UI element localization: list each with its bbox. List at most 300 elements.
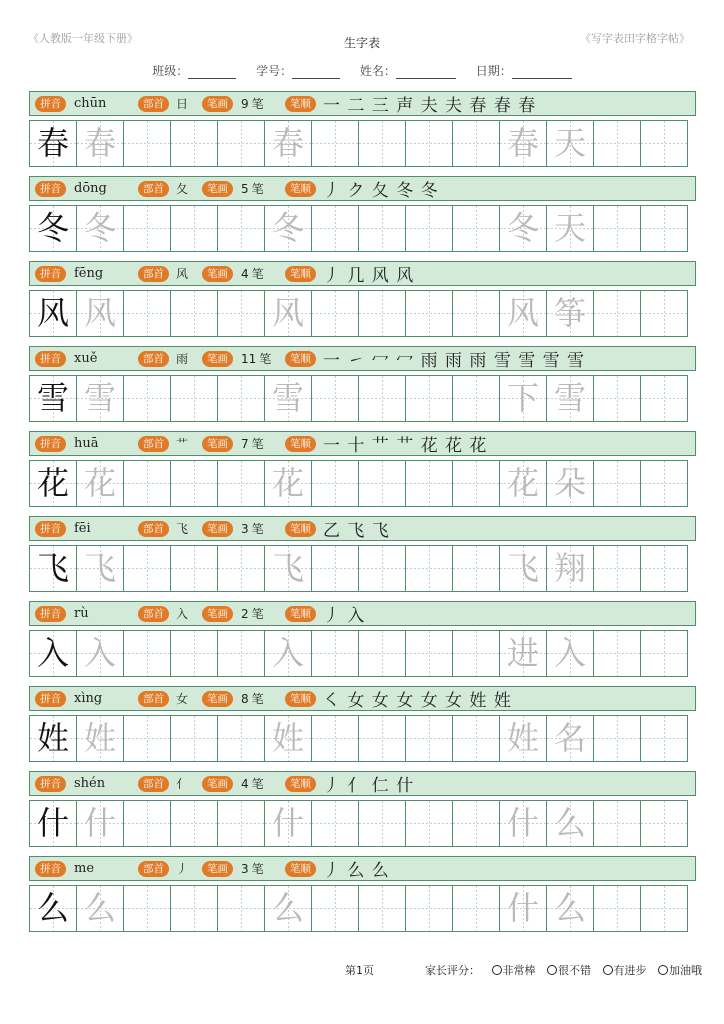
model-character: 么 — [36, 889, 69, 927]
tianzige-cell[interactable] — [593, 205, 641, 252]
pinyin-tag: 拼音 — [35, 691, 66, 707]
tianzige-cell[interactable] — [593, 885, 641, 932]
trace-character: 朵 — [553, 464, 586, 502]
tianzige-cell[interactable] — [123, 375, 171, 422]
radical-value: 丿 — [176, 862, 189, 876]
tianzige-cell[interactable] — [593, 460, 641, 507]
radical-tag: 部首 — [138, 861, 169, 877]
trace-character: 么 — [83, 889, 116, 927]
tianzige-cell[interactable] — [640, 800, 688, 847]
tianzige-cell[interactable] — [123, 630, 171, 677]
pinyin-value: me — [74, 861, 95, 876]
tianzige-cell[interactable] — [499, 545, 547, 592]
tianzige-cell[interactable] — [452, 545, 500, 592]
field-class[interactable] — [152, 64, 236, 78]
stroke-order-value: 一 二 三 声 夫 夫 春 春 春 — [323, 96, 537, 116]
tianzige-cell[interactable] — [311, 375, 359, 422]
tianzige-cell[interactable] — [405, 630, 453, 677]
radical-value: 艹 — [176, 437, 189, 451]
tianzige-cell[interactable] — [123, 205, 171, 252]
tianzige-cell[interactable] — [76, 375, 124, 422]
trace-character: 么 — [553, 889, 586, 927]
tianzige-cell[interactable] — [123, 460, 171, 507]
tianzige-cell[interactable] — [170, 630, 218, 677]
pinyin-value: xuě — [74, 351, 98, 366]
pinyin-value: rù — [74, 606, 89, 621]
tianzige-cell[interactable] — [358, 885, 406, 932]
tianzige-cell[interactable] — [29, 120, 77, 167]
tianzige-cell[interactable] — [217, 885, 265, 932]
tianzige-cell[interactable] — [217, 545, 265, 592]
tianzige-cell[interactable] — [29, 715, 77, 762]
trace-character: 花 — [271, 464, 304, 502]
tianzige-cell[interactable] — [311, 715, 359, 762]
tianzige-cell[interactable] — [546, 800, 594, 847]
tianzige-cell[interactable] — [546, 290, 594, 337]
tianzige-cell[interactable] — [264, 205, 312, 252]
tianzige-grid — [29, 375, 687, 422]
stroke-count — [241, 435, 264, 452]
tianzige-cell[interactable] — [593, 630, 641, 677]
tianzige-cell[interactable] — [499, 205, 547, 252]
tianzige-cell[interactable] — [29, 375, 77, 422]
tianzige-cell[interactable] — [405, 290, 453, 337]
trace-character: 春 — [83, 124, 116, 162]
radical-tag: 部首 — [138, 96, 169, 112]
rating-option-keep-going[interactable] — [658, 962, 702, 978]
tianzige-grid — [29, 545, 687, 592]
tianzige-grid — [29, 205, 687, 252]
tianzige-cell[interactable] — [546, 885, 594, 932]
tianzige-cell[interactable] — [358, 630, 406, 677]
radical-value: 日 — [176, 97, 189, 111]
model-character: 姓 — [36, 719, 69, 757]
tianzige-cell[interactable] — [358, 460, 406, 507]
entry-info-bar — [29, 686, 696, 711]
tianzige-cell[interactable] — [29, 545, 77, 592]
trace-character: 天 — [553, 209, 586, 247]
tianzige-cell[interactable] — [76, 545, 124, 592]
strokes-tag: 笔画 — [202, 691, 233, 707]
tianzige-cell[interactable] — [499, 290, 547, 337]
field-number-blank[interactable] — [292, 66, 340, 79]
tianzige-cell[interactable] — [593, 290, 641, 337]
trace-character: 翔 — [553, 549, 586, 587]
stroke-order-tag: 笔顺 — [285, 96, 316, 112]
tianzige-cell[interactable] — [264, 290, 312, 337]
tianzige-cell[interactable] — [593, 800, 641, 847]
tianzige-cell[interactable] — [217, 460, 265, 507]
tianzige-cell[interactable] — [499, 375, 547, 422]
radical-value: 女 — [176, 692, 189, 706]
stroke-count — [241, 265, 264, 282]
tianzige-cell[interactable] — [264, 885, 312, 932]
rating-option-label: 加油哦 — [669, 964, 702, 977]
page-title: 生字表 — [343, 36, 380, 50]
tianzige-cell[interactable] — [29, 460, 77, 507]
tianzige-cell[interactable] — [405, 120, 453, 167]
entry-info-bar — [29, 601, 696, 626]
tianzige-cell[interactable] — [452, 715, 500, 762]
strokes-tag: 笔画 — [202, 436, 233, 452]
tianzige-cell[interactable] — [640, 545, 688, 592]
tianzige-cell[interactable] — [76, 120, 124, 167]
stroke-order-tag: 笔顺 — [285, 691, 316, 707]
tianzige-cell[interactable] — [217, 630, 265, 677]
tianzige-cell[interactable] — [76, 715, 124, 762]
tianzige-cell[interactable] — [640, 885, 688, 932]
tianzige-cell[interactable] — [358, 715, 406, 762]
tianzige-cell[interactable] — [170, 715, 218, 762]
trace-character: 飞 — [83, 549, 116, 587]
stroke-unit: 笔 — [251, 97, 264, 111]
tianzige-cell[interactable] — [170, 800, 218, 847]
tianzige-cell[interactable] — [452, 205, 500, 252]
rating-option-good[interactable] — [547, 962, 591, 978]
tianzige-cell[interactable] — [123, 290, 171, 337]
pinyin-tag: 拼音 — [35, 436, 66, 452]
tianzige-cell[interactable] — [405, 800, 453, 847]
tianzige-cell[interactable] — [405, 460, 453, 507]
pinyin-value: fēng — [74, 266, 104, 281]
tianzige-cell[interactable] — [499, 630, 547, 677]
tianzige-cell[interactable] — [311, 290, 359, 337]
stroke-unit: 笔 — [251, 862, 264, 876]
tianzige-cell[interactable] — [170, 885, 218, 932]
trace-character: 风 — [83, 294, 116, 332]
tianzige-cell[interactable] — [640, 715, 688, 762]
tianzige-cell[interactable] — [217, 120, 265, 167]
rating-label: 家长评分： — [425, 964, 480, 977]
page-number: 第1页 — [345, 964, 374, 977]
character-entry — [29, 686, 696, 762]
pinyin-tag: 拼音 — [35, 181, 66, 197]
tianzige-cell[interactable] — [217, 205, 265, 252]
radical-value: 入 — [176, 607, 189, 621]
stroke-order-value: 丿 几 风 风 — [323, 266, 415, 286]
radical-value: 风 — [176, 267, 189, 281]
tianzige-cell[interactable] — [217, 715, 265, 762]
header-right: 《写字表田字格字帖》 — [580, 32, 690, 45]
stroke-order-tag: 笔顺 — [285, 606, 316, 622]
stroke-count — [241, 520, 264, 537]
tianzige-cell[interactable] — [264, 120, 312, 167]
character-entry — [29, 771, 696, 847]
pinyin-tag: 拼音 — [35, 861, 66, 877]
stroke-order-tag: 笔顺 — [285, 521, 316, 537]
pinyin-tag: 拼音 — [35, 776, 66, 792]
tianzige-cell[interactable] — [311, 545, 359, 592]
character-entry — [29, 601, 696, 677]
tianzige-cell[interactable] — [593, 545, 641, 592]
tianzige-cell[interactable] — [358, 290, 406, 337]
entry-info-bar — [29, 176, 696, 201]
tianzige-cell[interactable] — [311, 205, 359, 252]
stroke-unit: 笔 — [251, 522, 264, 536]
tianzige-cell[interactable] — [405, 545, 453, 592]
tianzige-cell[interactable] — [358, 375, 406, 422]
tianzige-cell[interactable] — [123, 800, 171, 847]
stroke-count-value: 4 — [241, 777, 249, 791]
tianzige-cell[interactable] — [76, 800, 124, 847]
stroke-order-value: ㇛ 女 女 女 女 女 姓 姓 — [323, 691, 512, 711]
student-info-fields — [0, 62, 724, 79]
stroke-count-value: 7 — [241, 437, 249, 451]
radical-value: 夂 — [176, 182, 189, 196]
trace-character: 雪 — [83, 379, 116, 417]
trace-character: 什 — [506, 804, 539, 842]
tianzige-cell[interactable] — [546, 120, 594, 167]
tianzige-cell[interactable] — [123, 715, 171, 762]
tianzige-cell[interactable] — [499, 460, 547, 507]
trace-character: 入 — [553, 634, 586, 672]
strokes-tag: 笔画 — [202, 96, 233, 112]
pinyin-tag: 拼音 — [35, 351, 66, 367]
tianzige-cell[interactable] — [264, 715, 312, 762]
stroke-unit: 笔 — [259, 352, 272, 366]
pinyin-value: shén — [74, 776, 106, 791]
stroke-order-value: 丿 亻 仁 什 — [323, 776, 415, 796]
strokes-tag: 笔画 — [202, 181, 233, 197]
tianzige-cell[interactable] — [264, 460, 312, 507]
entry-info-bar — [29, 771, 696, 796]
field-name-blank[interactable] — [396, 66, 456, 79]
model-character: 冬 — [36, 209, 69, 247]
pinyin-value: fēi — [74, 521, 91, 536]
tianzige-cell[interactable] — [170, 290, 218, 337]
tianzige-cell[interactable] — [217, 800, 265, 847]
tianzige-cell[interactable] — [640, 205, 688, 252]
tianzige-cell[interactable] — [170, 375, 218, 422]
tianzige-cell[interactable] — [640, 375, 688, 422]
tianzige-cell[interactable] — [29, 885, 77, 932]
pinyin-value: xìng — [74, 691, 103, 706]
tianzige-cell[interactable] — [452, 290, 500, 337]
tianzige-cell[interactable] — [264, 800, 312, 847]
radical-tag: 部首 — [138, 691, 169, 707]
tianzige-cell[interactable] — [311, 460, 359, 507]
tianzige-cell[interactable] — [499, 885, 547, 932]
tianzige-cell[interactable] — [358, 800, 406, 847]
tianzige-cell[interactable] — [264, 375, 312, 422]
entry-info-bar — [29, 91, 696, 116]
model-character: 春 — [36, 124, 69, 162]
tianzige-cell[interactable] — [546, 545, 594, 592]
field-class-blank[interactable] — [188, 66, 236, 79]
tianzige-cell[interactable] — [452, 375, 500, 422]
tianzige-cell[interactable] — [593, 120, 641, 167]
tianzige-grid — [29, 460, 687, 507]
radio-circle-icon[interactable] — [603, 965, 613, 975]
rating-option-excellent[interactable] — [492, 962, 536, 978]
trace-character: 冬 — [271, 209, 304, 247]
tianzige-cell[interactable] — [264, 630, 312, 677]
trace-character: 花 — [506, 464, 539, 502]
trace-character: 什 — [506, 889, 539, 927]
rating-option-label: 很不错 — [558, 964, 591, 977]
radio-circle-icon[interactable] — [658, 965, 668, 975]
parent-rating — [425, 962, 702, 978]
stroke-order-tag: 笔顺 — [285, 776, 316, 792]
stroke-order-value: 丿 ク 夂 冬 冬 — [323, 181, 439, 201]
stroke-count-value: 5 — [241, 182, 249, 196]
radio-circle-icon[interactable] — [492, 965, 502, 975]
strokes-tag: 笔画 — [202, 776, 233, 792]
tianzige-cell[interactable] — [452, 630, 500, 677]
tianzige-cell[interactable] — [405, 715, 453, 762]
tianzige-cell[interactable] — [358, 545, 406, 592]
stroke-order-tag: 笔顺 — [285, 436, 316, 452]
tianzige-cell[interactable] — [311, 885, 359, 932]
tianzige-cell[interactable] — [640, 460, 688, 507]
pinyin-tag: 拼音 — [35, 96, 66, 112]
tianzige-cell[interactable] — [217, 290, 265, 337]
radio-circle-icon[interactable] — [547, 965, 557, 975]
character-entry — [29, 856, 696, 932]
stroke-count — [241, 860, 264, 877]
field-date[interactable] — [476, 64, 572, 78]
field-number[interactable] — [256, 64, 340, 78]
tianzige-cell[interactable] — [546, 375, 594, 422]
trace-character: 冬 — [506, 209, 539, 247]
trace-character: 冬 — [83, 209, 116, 247]
tianzige-cell[interactable] — [593, 375, 641, 422]
character-entry — [29, 431, 696, 507]
entry-info-bar — [29, 346, 696, 371]
tianzige-cell[interactable] — [358, 205, 406, 252]
model-character: 风 — [36, 294, 69, 332]
radical-value: 亻 — [176, 777, 189, 791]
trace-character: 进 — [506, 634, 539, 672]
tianzige-cell[interactable] — [546, 715, 594, 762]
tianzige-cell[interactable] — [593, 715, 641, 762]
tianzige-cell[interactable] — [76, 290, 124, 337]
character-entry — [29, 346, 696, 422]
stroke-order-value: 一 ㇀ 冖 冖 雨 雨 雨 雪 雪 雪 雪 — [323, 351, 586, 371]
stroke-count-value: 11 — [241, 352, 257, 366]
model-character: 飞 — [36, 549, 69, 587]
tianzige-cell[interactable] — [405, 205, 453, 252]
tianzige-cell[interactable] — [29, 290, 77, 337]
character-entry — [29, 176, 696, 252]
model-character: 什 — [36, 804, 69, 842]
tianzige-cell[interactable] — [170, 120, 218, 167]
tianzige-cell[interactable] — [358, 120, 406, 167]
tianzige-cell[interactable] — [405, 885, 453, 932]
radical-tag: 部首 — [138, 606, 169, 622]
tianzige-cell[interactable] — [170, 460, 218, 507]
rating-option-progress[interactable] — [603, 962, 647, 978]
strokes-tag: 笔画 — [202, 266, 233, 282]
stroke-count-value: 4 — [241, 267, 249, 281]
field-name-label: 姓名： — [359, 64, 396, 78]
stroke-count-value: 3 — [241, 862, 249, 876]
model-character: 雪 — [36, 379, 69, 417]
trace-character: 什 — [83, 804, 116, 842]
tianzige-cell[interactable] — [499, 800, 547, 847]
tianzige-cell[interactable] — [452, 120, 500, 167]
stroke-unit: 笔 — [251, 182, 264, 196]
character-entry — [29, 516, 696, 592]
tianzige-cell[interactable] — [217, 375, 265, 422]
tianzige-grid — [29, 885, 687, 932]
pinyin-tag: 拼音 — [35, 606, 66, 622]
tianzige-cell[interactable] — [29, 630, 77, 677]
tianzige-cell[interactable] — [640, 120, 688, 167]
tianzige-grid — [29, 120, 687, 167]
radical-value: 雨 — [176, 352, 189, 366]
tianzige-cell[interactable] — [640, 630, 688, 677]
tianzige-cell[interactable] — [405, 375, 453, 422]
entry-info-bar — [29, 261, 696, 286]
trace-character: 入 — [271, 634, 304, 672]
tianzige-cell[interactable] — [311, 800, 359, 847]
rating-option-label: 非常棒 — [502, 964, 536, 977]
tianzige-cell[interactable] — [546, 460, 594, 507]
tianzige-cell[interactable] — [170, 205, 218, 252]
tianzige-cell[interactable] — [546, 630, 594, 677]
trace-character: 飞 — [271, 549, 304, 587]
tianzige-grid — [29, 715, 687, 762]
field-name[interactable] — [360, 64, 456, 78]
tianzige-cell[interactable] — [452, 885, 500, 932]
tianzige-cell[interactable] — [640, 290, 688, 337]
strokes-tag: 笔画 — [202, 606, 233, 622]
stroke-count-value: 8 — [241, 692, 249, 706]
stroke-count — [241, 690, 264, 707]
tianzige-cell[interactable] — [123, 885, 171, 932]
pinyin-value: chūn — [74, 96, 107, 111]
tianzige-grid — [29, 800, 687, 847]
tianzige-cell[interactable] — [76, 460, 124, 507]
rating-option-label: 有进步 — [613, 964, 647, 977]
tianzige-cell[interactable] — [311, 120, 359, 167]
tianzige-cell[interactable] — [452, 460, 500, 507]
tianzige-cell[interactable] — [123, 545, 171, 592]
stroke-order-value: 一 十 艹 艹 花 花 花 — [323, 436, 488, 456]
tianzige-cell[interactable] — [76, 630, 124, 677]
character-entry — [29, 261, 696, 337]
stroke-order-tag: 笔顺 — [285, 181, 316, 197]
tianzige-cell[interactable] — [452, 800, 500, 847]
field-date-label: 日期： — [475, 64, 512, 78]
tianzige-cell[interactable] — [546, 205, 594, 252]
tianzige-cell[interactable] — [170, 545, 218, 592]
tianzige-cell[interactable] — [499, 120, 547, 167]
radical-value: 飞 — [176, 522, 189, 536]
tianzige-cell[interactable] — [29, 205, 77, 252]
entry-info-bar — [29, 431, 696, 456]
trace-character: 姓 — [506, 719, 539, 757]
stroke-count-value: 2 — [241, 607, 249, 621]
tianzige-cell[interactable] — [311, 630, 359, 677]
stroke-unit: 笔 — [251, 607, 264, 621]
tianzige-cell[interactable] — [499, 715, 547, 762]
tianzige-cell[interactable] — [123, 120, 171, 167]
tianzige-cell[interactable] — [76, 205, 124, 252]
tianzige-cell[interactable] — [264, 545, 312, 592]
stroke-unit: 笔 — [251, 777, 264, 791]
tianzige-cell[interactable] — [29, 800, 77, 847]
trace-character: 天 — [553, 124, 586, 162]
tianzige-cell[interactable] — [76, 885, 124, 932]
stroke-count-value: 9 — [241, 97, 249, 111]
radical-tag: 部首 — [138, 181, 169, 197]
trace-character: 姓 — [271, 719, 304, 757]
radical-tag: 部首 — [138, 266, 169, 282]
field-date-blank[interactable] — [512, 66, 572, 79]
trace-character: 筝 — [553, 294, 586, 332]
